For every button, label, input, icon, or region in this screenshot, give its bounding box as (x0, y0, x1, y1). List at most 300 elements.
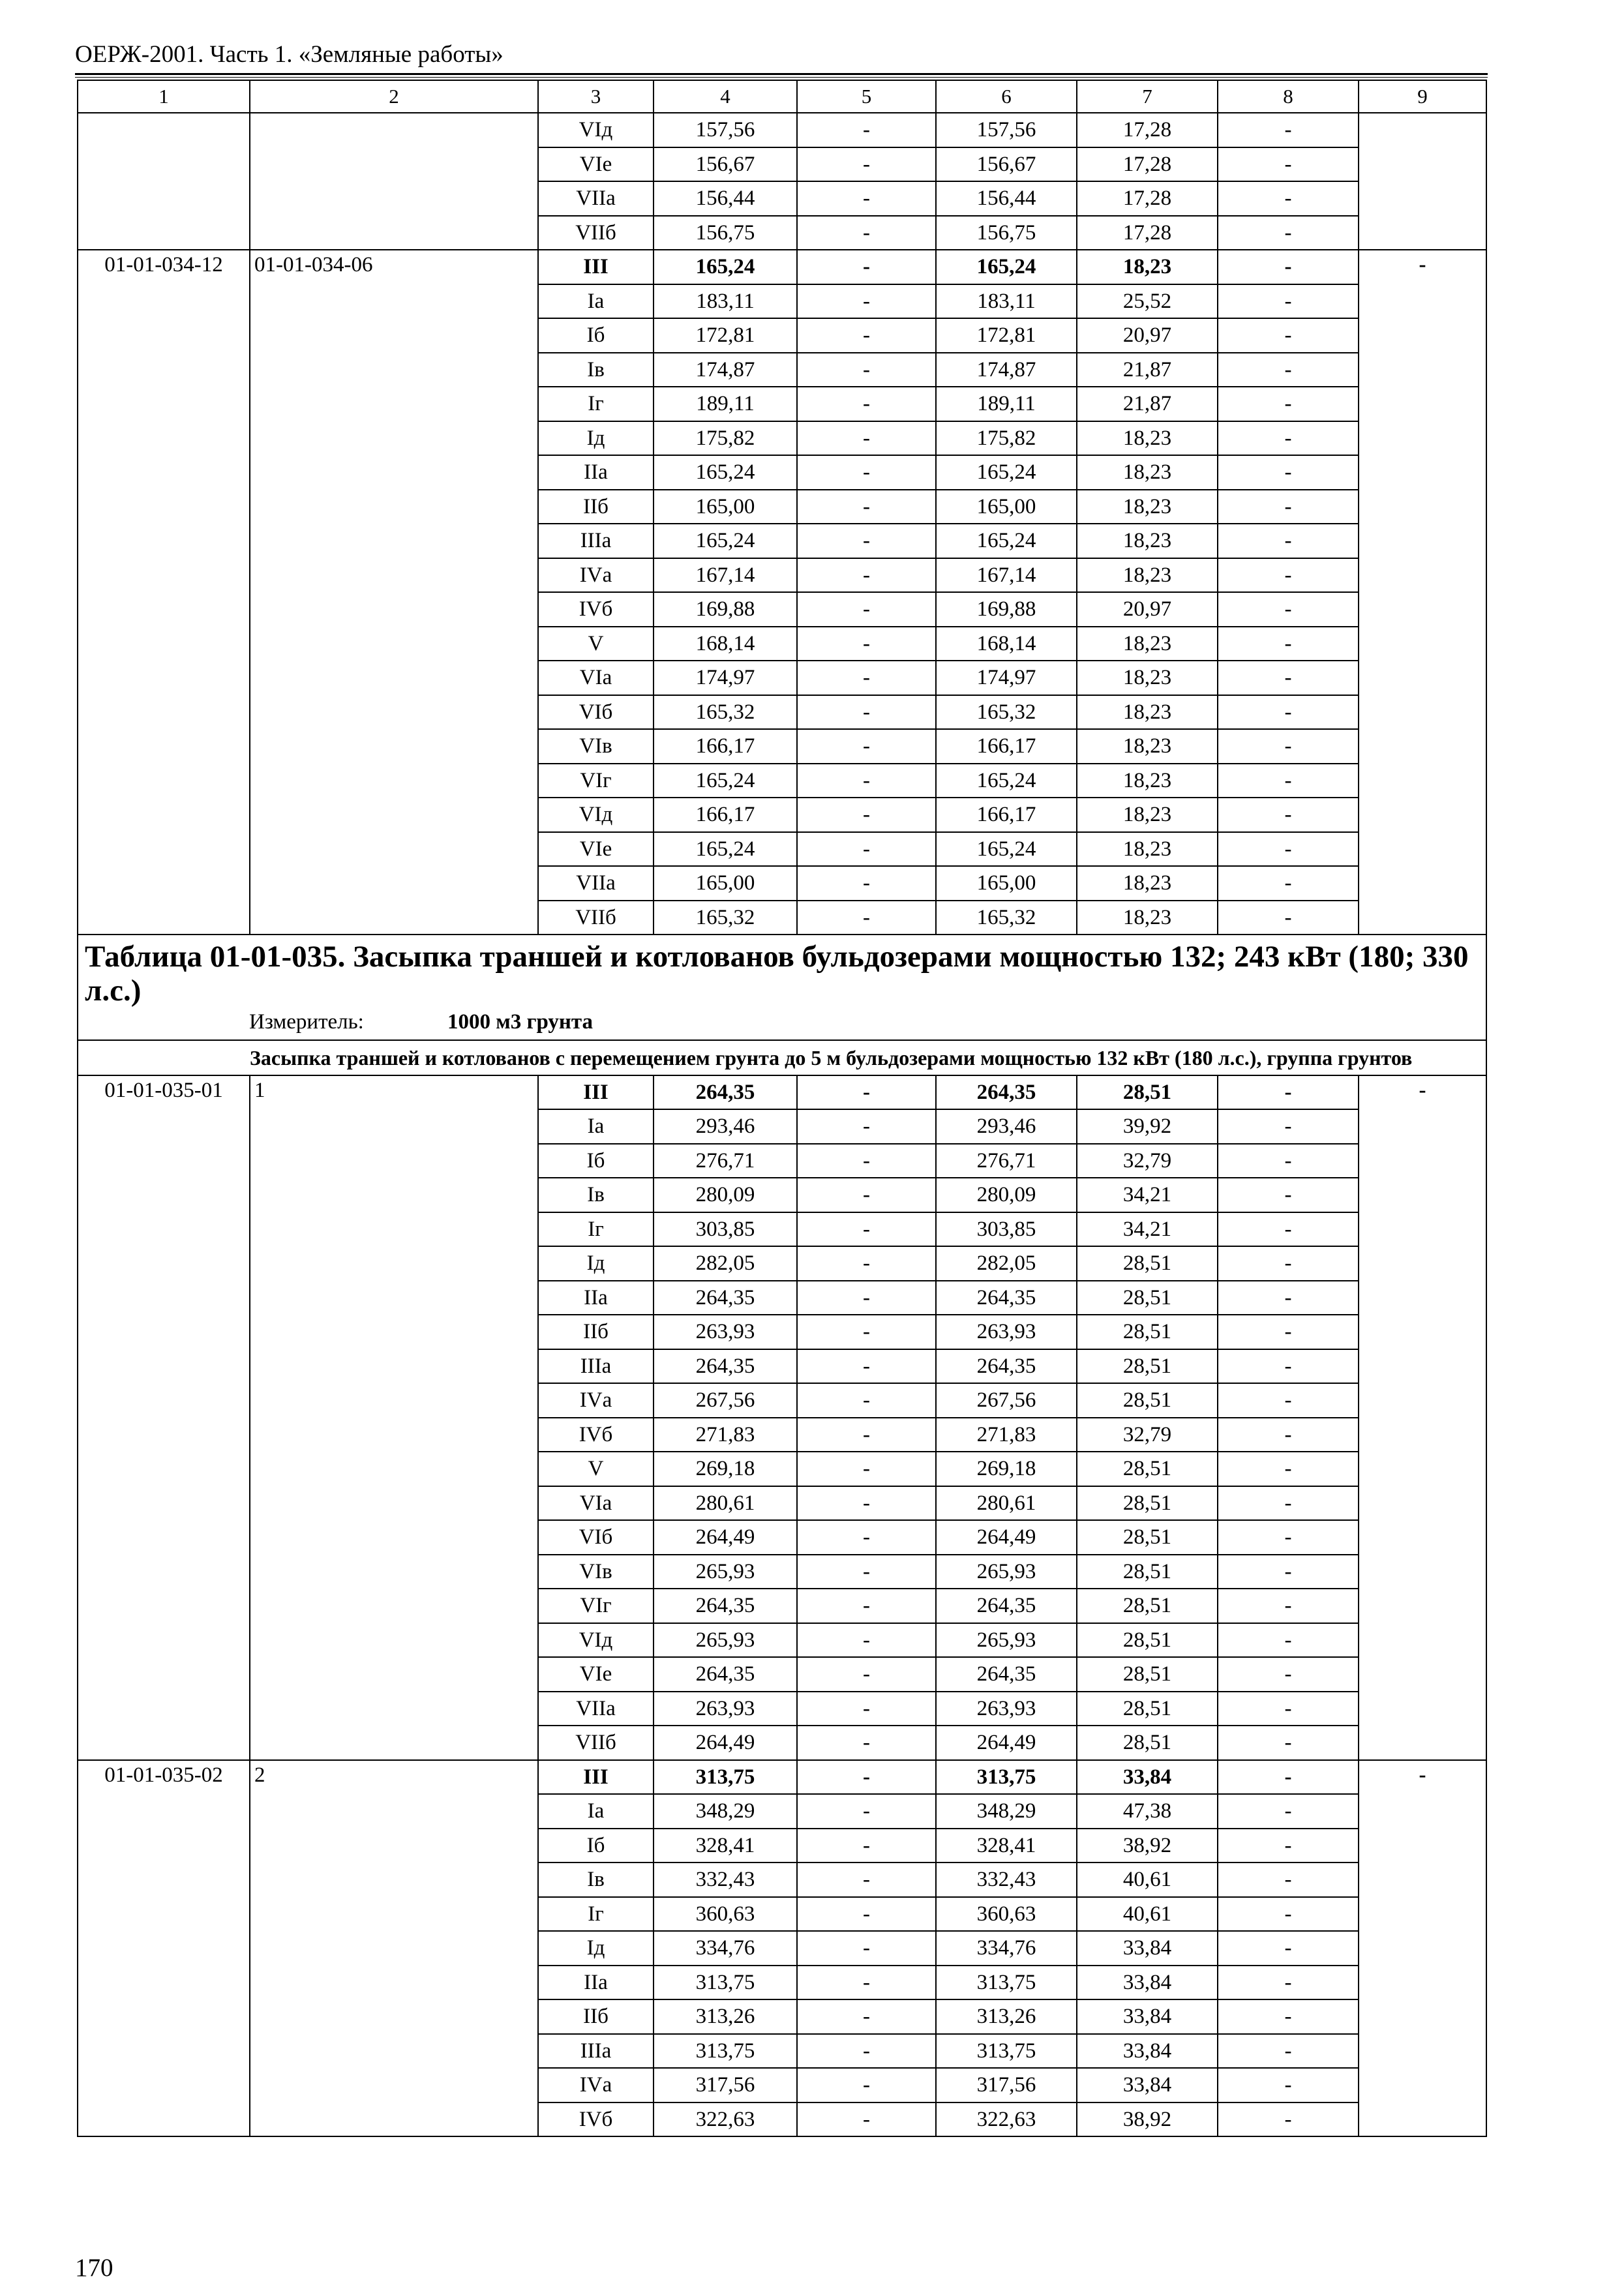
column-number: 8 (1218, 80, 1359, 113)
table-cell: 25,52 (1077, 284, 1218, 319)
table-cell: 28,51 (1077, 1452, 1218, 1486)
table-cell: - (797, 181, 936, 216)
table-cell: 33,84 (1077, 1931, 1218, 1966)
table-cell: 39,92 (1077, 1109, 1218, 1144)
soil-group: IVа (538, 1383, 654, 1418)
table-cell: 328,41 (654, 1829, 797, 1863)
table-cell: 189,11 (654, 387, 797, 421)
table-cell: 264,35 (936, 1349, 1077, 1384)
table-cell: 165,24 (654, 250, 797, 284)
table-cell: - (797, 901, 936, 935)
table-cell: 28,51 (1077, 1075, 1218, 1110)
table-cell: 18,23 (1077, 695, 1218, 730)
soil-group: Iв (538, 1863, 654, 1897)
table-cell: 32,79 (1077, 1418, 1218, 1452)
table-cell: 33,84 (1077, 1999, 1218, 2034)
table-cell: - (1218, 832, 1359, 867)
table-cell: 264,49 (936, 1520, 1077, 1555)
soil-group: IIIа (538, 1349, 654, 1384)
table-cell: 17,28 (1077, 113, 1218, 147)
soil-group: IIа (538, 1966, 654, 2000)
table-cell: - (797, 764, 936, 798)
table-title-row (78, 935, 1486, 1009)
table-cell: - (797, 661, 936, 695)
table-cell: - (797, 1692, 936, 1726)
table-cell: 271,83 (654, 1418, 797, 1452)
table-cell: 317,56 (654, 2068, 797, 2102)
table-cell: - (797, 866, 936, 901)
table-cell: 165,32 (936, 901, 1077, 935)
soil-group: VIIа (538, 866, 654, 901)
table-cell: - (797, 1760, 936, 1795)
rates-table (77, 80, 1487, 2137)
table-cell: 165,00 (936, 490, 1077, 524)
table-cell: - (1218, 353, 1359, 387)
soil-group: Iг (538, 1212, 654, 1247)
table-cell: 165,00 (654, 490, 797, 524)
table-cell: - (797, 1418, 936, 1452)
table-cell: 360,63 (936, 1897, 1077, 1932)
table-cell: 169,88 (936, 592, 1077, 627)
table-cell: 167,14 (654, 558, 797, 593)
page-number: 170 (75, 2254, 113, 2282)
soil-group: Iд (538, 421, 654, 456)
table-cell: - (1218, 1589, 1359, 1623)
table-cell: 263,93 (654, 1315, 797, 1349)
soil-group: VIIа (538, 1692, 654, 1726)
table-cell: - (797, 592, 936, 627)
table-cell: - (1218, 1281, 1359, 1315)
table-cell: 28,51 (1077, 1315, 1218, 1349)
table-cell: 165,00 (654, 866, 797, 901)
table-cell: 334,76 (654, 1931, 797, 1966)
table-cell: 183,11 (654, 284, 797, 319)
table-cell: 313,26 (654, 1999, 797, 2034)
table-cell: - (797, 1383, 936, 1418)
subheading-row (78, 1040, 1486, 1075)
table-cell: 18,23 (1077, 866, 1218, 901)
table-cell: 28,51 (1077, 1486, 1218, 1521)
soil-group: IIб (538, 490, 654, 524)
table-cell: - (1218, 1520, 1359, 1555)
column-number: 6 (936, 80, 1077, 113)
table-cell: - (797, 1246, 936, 1281)
table-cell: - (797, 1109, 936, 1144)
table-cell: 28,51 (1077, 1726, 1218, 1760)
soil-group: IIIа (538, 524, 654, 558)
table-cell: 21,87 (1077, 387, 1218, 421)
rates-table-wrapper (77, 80, 1486, 2137)
table-cell: 317,56 (936, 2068, 1077, 2102)
table-cell: - (1218, 318, 1359, 353)
table-cell: 269,18 (936, 1452, 1077, 1486)
soil-group: Iд (538, 1246, 654, 1281)
table-cell: - (1218, 1418, 1359, 1452)
table-cell: 166,17 (654, 729, 797, 764)
soil-group: VIе (538, 832, 654, 867)
table-cell: 28,51 (1077, 1623, 1218, 1658)
table-cell: - (1218, 1246, 1359, 1281)
soil-group: Iа (538, 284, 654, 319)
table-cell: 165,00 (936, 866, 1077, 901)
table-cell: 265,93 (936, 1623, 1077, 1658)
table-body-top (78, 80, 1486, 935)
table-cell: 263,93 (654, 1692, 797, 1726)
column-number: 7 (1077, 80, 1218, 113)
table-cell: 40,61 (1077, 1897, 1218, 1932)
column-9-value: - (1359, 1760, 1486, 2137)
table-cell: 280,61 (654, 1486, 797, 1521)
column-number: 4 (654, 80, 797, 113)
soil-group: VIд (538, 113, 654, 147)
soil-group: IVа (538, 2068, 654, 2102)
table-cell: - (797, 1657, 936, 1692)
table-cell: - (1218, 1966, 1359, 2000)
table-cell: - (1218, 1144, 1359, 1178)
table-cell: - (1218, 216, 1359, 250)
subheading-spacer (78, 1040, 250, 1075)
table-cell: - (1218, 558, 1359, 593)
table-cell: - (797, 1075, 936, 1110)
table-cell: - (797, 1966, 936, 2000)
column-numbers-row (78, 80, 1486, 113)
table-cell: - (797, 387, 936, 421)
table-cell: 165,24 (936, 524, 1077, 558)
table-cell: - (797, 695, 936, 730)
table-cell: 263,93 (936, 1692, 1077, 1726)
table-cell: 38,92 (1077, 1829, 1218, 1863)
measure-value: 1000 м3 грунта (447, 1010, 594, 1034)
table-cell: 166,17 (654, 798, 797, 832)
table-cell: - (1218, 592, 1359, 627)
table-cell: 28,51 (1077, 1246, 1218, 1281)
table-cell: 267,56 (654, 1383, 797, 1418)
soil-group: IIIа (538, 2034, 654, 2069)
header-rule (75, 73, 1488, 75)
table-cell: - (797, 455, 936, 490)
table-cell: 18,23 (1077, 627, 1218, 661)
table-cell: - (1218, 1931, 1359, 1966)
table-cell: - (797, 729, 936, 764)
column-number: 3 (538, 80, 654, 113)
soil-group: III (538, 250, 654, 284)
table-cell: - (797, 1315, 936, 1349)
table-cell: 313,75 (654, 1760, 797, 1795)
table-cell: 156,44 (654, 181, 797, 216)
table-cell: 332,43 (654, 1863, 797, 1897)
table-cell: 293,46 (654, 1109, 797, 1144)
table-row (78, 1760, 1486, 1795)
rate-code: 01-01-035-02 (78, 1760, 250, 2137)
table-cell: 28,51 (1077, 1692, 1218, 1726)
table-cell: 18,23 (1077, 798, 1218, 832)
soil-group: Iв (538, 1178, 654, 1212)
table-cell: 156,75 (936, 216, 1077, 250)
soil-group: IVб (538, 2102, 654, 2137)
table-cell: - (797, 798, 936, 832)
soil-group: VIIб (538, 216, 654, 250)
table-cell: - (797, 1212, 936, 1247)
rate-reference: 01-01-034-06 (250, 250, 538, 935)
table-cell: - (1218, 627, 1359, 661)
table-cell: 165,24 (936, 455, 1077, 490)
table-cell: - (1218, 1212, 1359, 1247)
table-cell: - (1218, 524, 1359, 558)
measure-label: Измеритель: (249, 1010, 364, 1034)
table-title: Таблица 01-01-035. Засыпка траншей и котлованов бульдозерами мощностью 132; 243 кВт (180; 330 л.с.) (78, 935, 1486, 1009)
measure-row (78, 1009, 1486, 1040)
table-cell: - (797, 490, 936, 524)
rate-code: 01-01-035-01 (78, 1075, 250, 1760)
table-cell: 313,75 (654, 2034, 797, 2069)
table-cell: 18,23 (1077, 421, 1218, 456)
table-cell: - (1218, 2068, 1359, 2102)
table-cell: - (1218, 901, 1359, 935)
soil-group: VIе (538, 147, 654, 182)
table-cell: - (1218, 1109, 1359, 1144)
table-cell: 28,51 (1077, 1555, 1218, 1589)
rate-code: 01-01-034-12 (78, 250, 250, 935)
table-cell: - (1218, 1623, 1359, 1658)
table-cell: - (1218, 250, 1359, 284)
table-body-bottom (78, 1075, 1486, 2137)
table-cell: 264,35 (654, 1657, 797, 1692)
table-cell: 34,21 (1077, 1178, 1218, 1212)
table-cell: - (797, 558, 936, 593)
table-cell: - (1218, 695, 1359, 730)
table-cell: 17,28 (1077, 216, 1218, 250)
table-cell: - (797, 1144, 936, 1178)
table-cell: - (797, 1486, 936, 1521)
soil-group: Iб (538, 318, 654, 353)
column-9-value: - (1359, 1075, 1486, 1760)
table-cell: - (797, 250, 936, 284)
table-cell: 264,35 (654, 1281, 797, 1315)
table-cell: 33,84 (1077, 2068, 1218, 2102)
table-cell: 293,46 (936, 1109, 1077, 1144)
table-cell: - (1218, 1383, 1359, 1418)
table-cell: - (797, 318, 936, 353)
table-cell: 313,75 (936, 1966, 1077, 2000)
soil-group: VIд (538, 798, 654, 832)
table-cell: 172,81 (936, 318, 1077, 353)
table-cell: 174,87 (936, 353, 1077, 387)
table-row (78, 1075, 1486, 1110)
table-cell: 265,93 (936, 1555, 1077, 1589)
soil-group: IVб (538, 1418, 654, 1452)
table-cell: 174,87 (654, 353, 797, 387)
table-cell: 18,23 (1077, 764, 1218, 798)
table-cell: 33,84 (1077, 1966, 1218, 2000)
table-cell: 47,38 (1077, 1794, 1218, 1829)
table-cell: 332,43 (936, 1863, 1077, 1897)
table-cell: 18,23 (1077, 250, 1218, 284)
table-cell: - (1218, 181, 1359, 216)
table-cell: 165,24 (654, 764, 797, 798)
table-cell: 18,23 (1077, 524, 1218, 558)
table-cell: - (1218, 2102, 1359, 2137)
table-cell: 265,93 (654, 1555, 797, 1589)
column-number: 5 (797, 80, 936, 113)
table-cell: - (797, 627, 936, 661)
table-cell: 156,67 (936, 147, 1077, 182)
table-cell: 264,35 (936, 1657, 1077, 1692)
table-cell: 20,97 (1077, 592, 1218, 627)
table-cell: 28,51 (1077, 1383, 1218, 1418)
table-035-heading (78, 935, 1486, 1075)
table-cell: - (797, 1589, 936, 1623)
table-cell: - (1218, 729, 1359, 764)
table-cell: 33,84 (1077, 1760, 1218, 1795)
table-cell: 165,24 (936, 832, 1077, 867)
soil-group: VIIб (538, 901, 654, 935)
table-cell: - (1218, 1999, 1359, 2034)
table-cell: - (797, 353, 936, 387)
table-cell: - (1218, 2034, 1359, 2069)
table-cell: - (797, 1897, 936, 1932)
soil-group: IVа (538, 558, 654, 593)
soil-group: VIе (538, 1657, 654, 1692)
table-row (78, 250, 1486, 284)
soil-group: Iг (538, 1897, 654, 1932)
column-9-value: - (1359, 250, 1486, 935)
soil-group: V (538, 627, 654, 661)
table-cell: - (1218, 1760, 1359, 1795)
table-cell: - (1218, 1863, 1359, 1897)
table-cell: - (797, 2034, 936, 2069)
table-cell: 166,17 (936, 729, 1077, 764)
table-cell: - (797, 1281, 936, 1315)
header-rule-thin (75, 77, 1488, 78)
table-cell: - (1218, 1657, 1359, 1692)
soil-group: Iа (538, 1109, 654, 1144)
table-cell: - (1218, 387, 1359, 421)
table-cell: 18,23 (1077, 729, 1218, 764)
column-number: 1 (78, 80, 250, 113)
table-cell: 28,51 (1077, 1520, 1218, 1555)
column-number: 2 (250, 80, 538, 113)
table-cell: - (797, 1931, 936, 1966)
soil-group: VIд (538, 1623, 654, 1658)
table-cell: 334,76 (936, 1931, 1077, 1966)
table-cell: 276,71 (936, 1144, 1077, 1178)
table-cell: 264,35 (654, 1075, 797, 1110)
table-cell: 174,97 (936, 661, 1077, 695)
rate-reference: 2 (250, 1760, 538, 2137)
table-cell: 33,84 (1077, 2034, 1218, 2069)
table-cell: - (797, 1452, 936, 1486)
table-cell: 165,24 (654, 455, 797, 490)
table-cell: 183,11 (936, 284, 1077, 319)
table-cell: - (797, 1863, 936, 1897)
table-cell: - (1218, 798, 1359, 832)
table-cell: - (797, 147, 936, 182)
table-cell: 167,14 (936, 558, 1077, 593)
table-cell: 17,28 (1077, 181, 1218, 216)
table-cell: 280,61 (936, 1486, 1077, 1521)
table-cell: - (1218, 1726, 1359, 1760)
soil-group: IIа (538, 1281, 654, 1315)
table-cell: - (797, 113, 936, 147)
table-cell: 18,23 (1077, 901, 1218, 935)
table-cell: 264,49 (654, 1726, 797, 1760)
soil-group: IIб (538, 1315, 654, 1349)
table-cell: - (797, 1623, 936, 1658)
table-cell: - (1218, 1075, 1359, 1110)
table-cell: - (797, 2068, 936, 2102)
table-cell: - (1218, 113, 1359, 147)
soil-group: VIа (538, 661, 654, 695)
table-cell: 32,79 (1077, 1144, 1218, 1178)
soil-group: IIа (538, 455, 654, 490)
table-cell: 280,09 (936, 1178, 1077, 1212)
soil-group: Iа (538, 1794, 654, 1829)
table-cell: 18,23 (1077, 661, 1218, 695)
table-cell: 263,93 (936, 1315, 1077, 1349)
soil-group: VIг (538, 764, 654, 798)
table-cell: 156,75 (654, 216, 797, 250)
soil-group: VIг (538, 1589, 654, 1623)
page-header: ОЕРЖ-2001. Часть 1. «Земляные работы» (75, 41, 504, 68)
table-cell: 165,32 (654, 695, 797, 730)
table-cell: 40,61 (1077, 1863, 1218, 1897)
table-cell: 267,56 (936, 1383, 1077, 1418)
table-cell: 166,17 (936, 798, 1077, 832)
table-cell: 21,87 (1077, 353, 1218, 387)
table-cell: - (1218, 764, 1359, 798)
table-cell: - (797, 1829, 936, 1863)
soil-group: VIIа (538, 181, 654, 216)
table-cell: 28,51 (1077, 1349, 1218, 1384)
table-cell: 169,88 (654, 592, 797, 627)
table-cell: 264,49 (936, 1726, 1077, 1760)
table-cell: - (1218, 1178, 1359, 1212)
soil-group: IIб (538, 1999, 654, 2034)
table-cell: 313,75 (936, 2034, 1077, 2069)
table-cell: - (797, 284, 936, 319)
table-row (78, 113, 1486, 147)
table-cell: 264,35 (936, 1589, 1077, 1623)
table-cell: - (1218, 421, 1359, 456)
table-cell: 276,71 (654, 1144, 797, 1178)
table-cell: 175,82 (654, 421, 797, 456)
table-cell: 313,75 (936, 1760, 1077, 1795)
table-cell: 165,32 (936, 695, 1077, 730)
table-cell: 360,63 (654, 1897, 797, 1932)
soil-group: Iб (538, 1144, 654, 1178)
table-cell: 264,35 (654, 1349, 797, 1384)
table-cell: 322,63 (936, 2102, 1077, 2137)
soil-group: VIIб (538, 1726, 654, 1760)
table-cell: - (1218, 1349, 1359, 1384)
table-cell: - (1218, 147, 1359, 182)
table-cell: 303,85 (654, 1212, 797, 1247)
table-cell: 18,23 (1077, 490, 1218, 524)
table-cell: 264,49 (654, 1520, 797, 1555)
table-cell: - (1218, 661, 1359, 695)
soil-group: Iг (538, 387, 654, 421)
soil-group: IVб (538, 592, 654, 627)
table-cell: 17,28 (1077, 147, 1218, 182)
table-cell: 322,63 (654, 2102, 797, 2137)
table-cell: 28,51 (1077, 1281, 1218, 1315)
table-cell: - (797, 1794, 936, 1829)
soil-group: III (538, 1760, 654, 1795)
rate-reference: 1 (250, 1075, 538, 1760)
column-number: 9 (1359, 80, 1486, 113)
table-cell: - (797, 524, 936, 558)
table-cell: 165,24 (936, 764, 1077, 798)
